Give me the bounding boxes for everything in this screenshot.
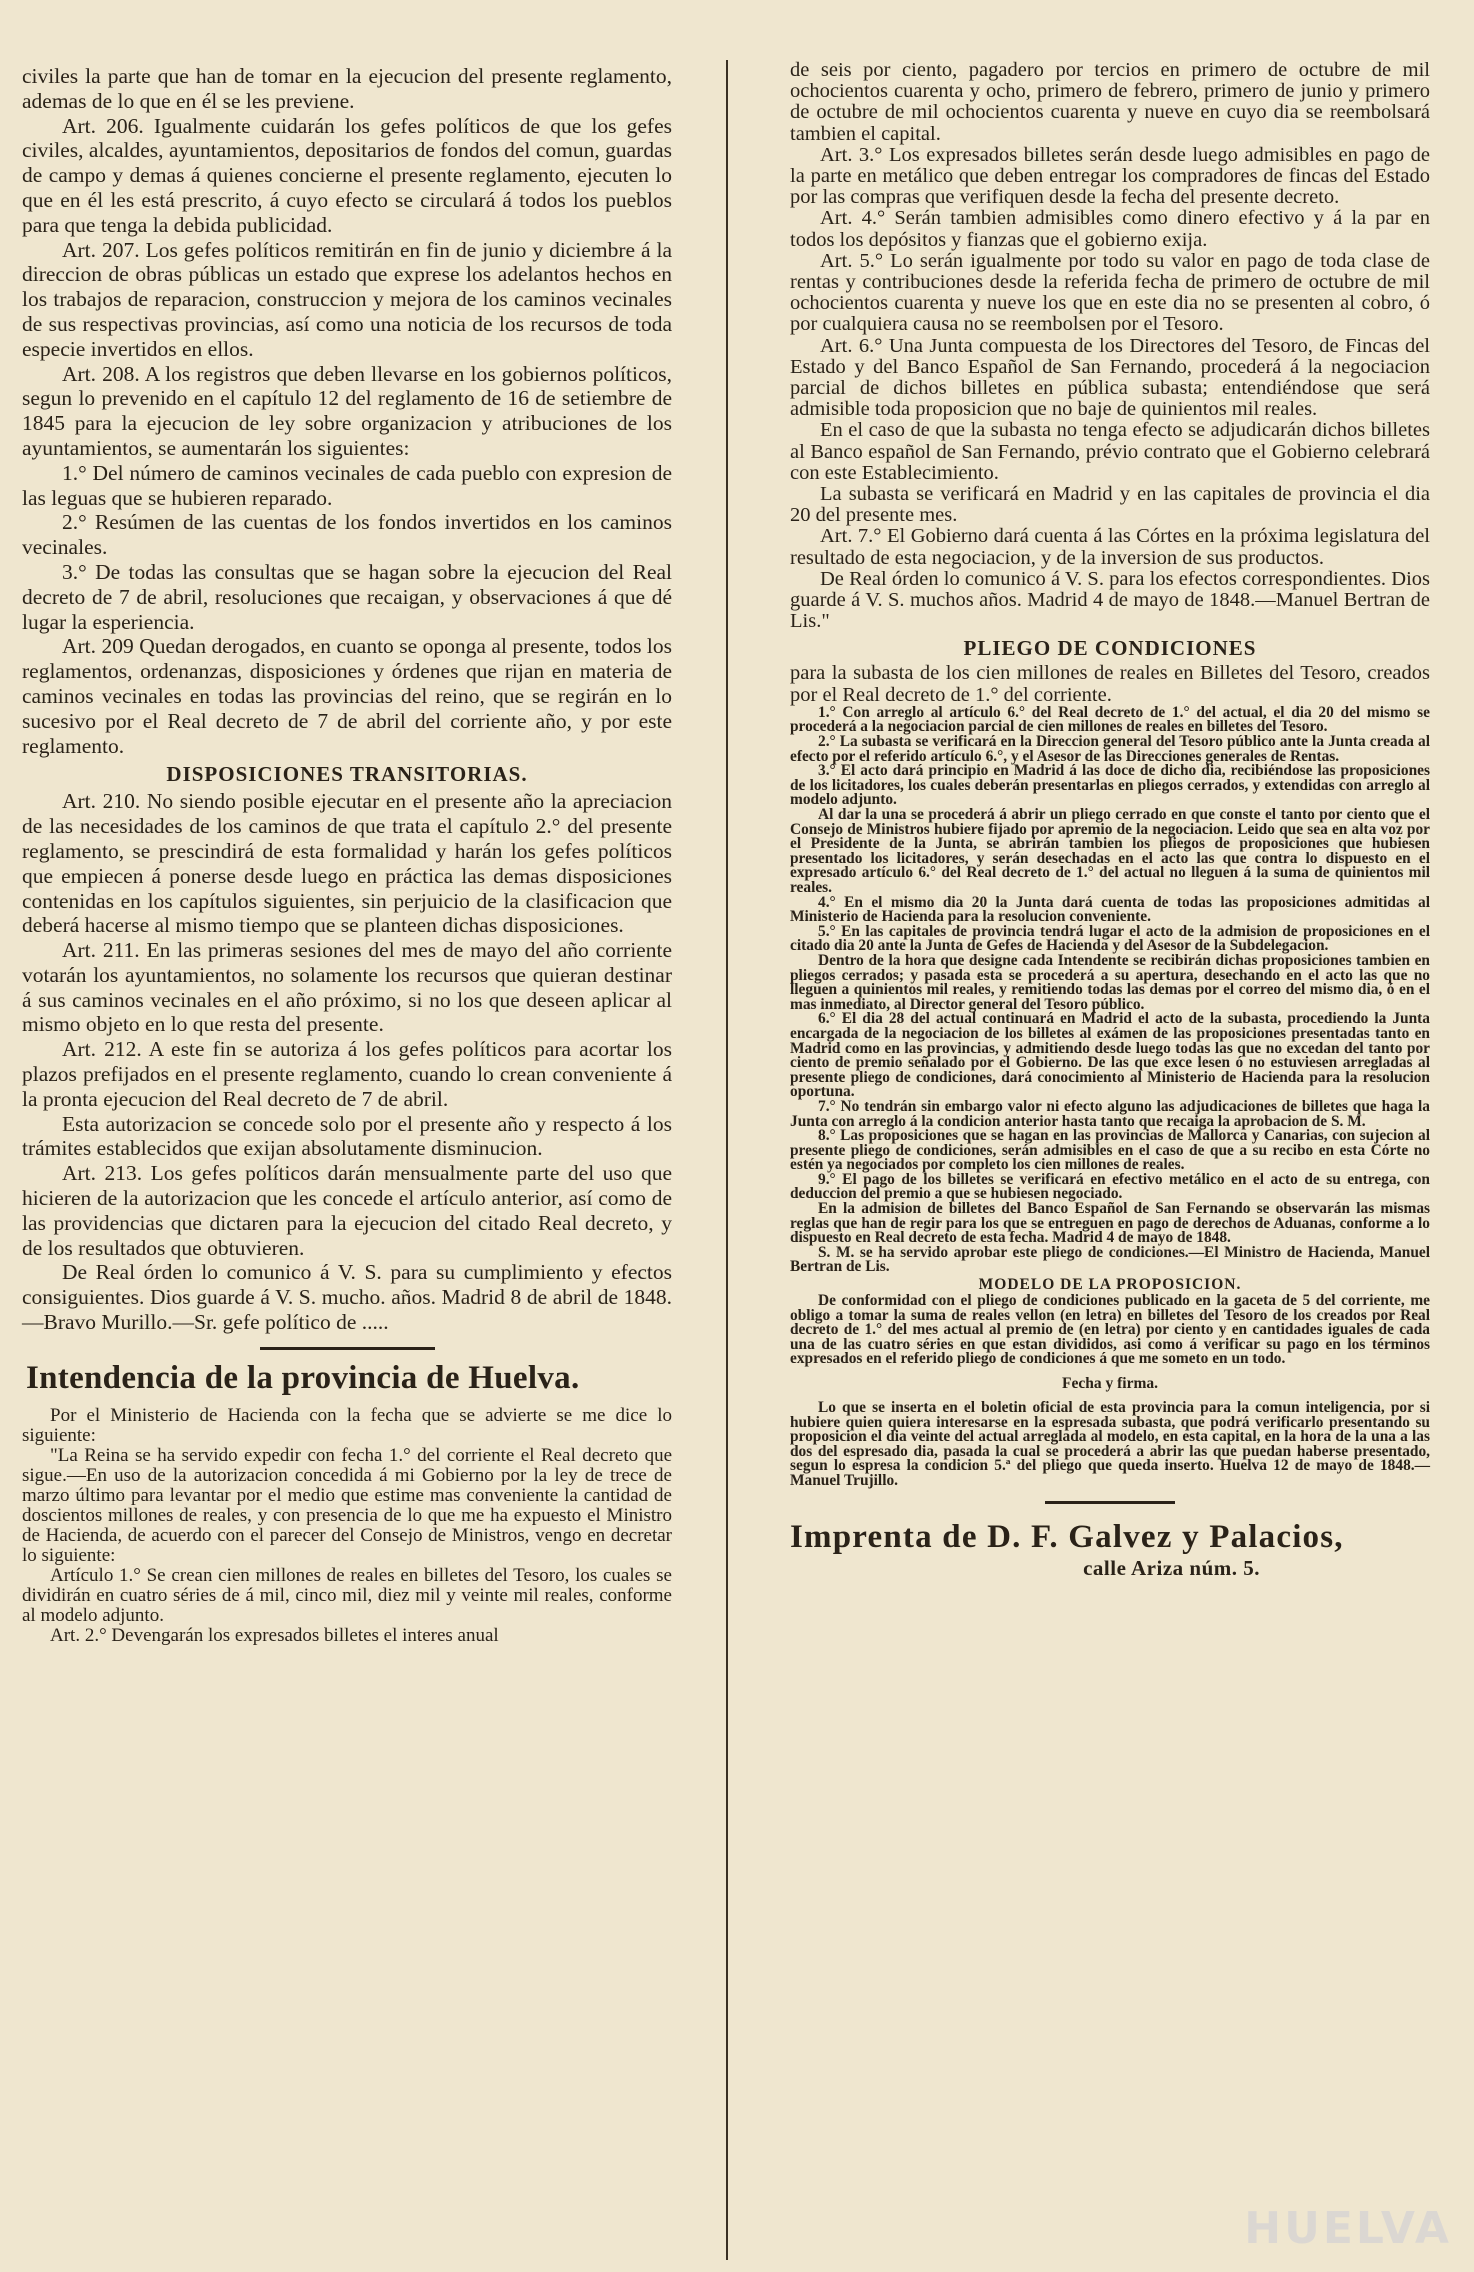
article-208-item-1: 1.° Del número de caminos vecinales de cada pueblo con expresion de las leguas que se hubieren reparado. (22, 460, 672, 510)
article-208-item-2: 2.° Resúmen de las cuentas de los fondos invertidos en los caminos vecinales. (22, 510, 672, 560)
condition-4: 4.° En el mismo dia 20 la Junta dará cuenta de todas las proposiciones admitidas al Ministerio de Hacienda para la resolucion conveniente. (790, 893, 1430, 926)
condition-3: 3.° El acto dará principio en Madrid á las doce de dicho dia, recibiéndose las proposiciones de los licitadores, los cuales deberán presentarlas en pliegos cerrados, y extendidas con arreglo al modelo adjunto. (790, 762, 1430, 809)
section-rule (260, 1347, 435, 1350)
condition-1: 1.° Con arreglo al artículo 6.° del Real decreto de 1.° del actual, el dia 20 del mismo se procederá a la negociacion parcial de cien millones de reales en billetes del Tesoro. (790, 703, 1430, 736)
article-209: Art. 209 Quedan derogados, en cuanto se oponga al presente, todos los reglamentos, ordenanzas, disposiciones y órdenes que rijan en materia de caminos vecinales en todas las provincias del reino, que se regirán en lo sucesivo por el Real decreto de 7 de abril del corriente año, y por este reglamento. (22, 634, 672, 758)
article-2-continued: de seis por ciento, pagadero por tercios en primero de octubre de mil ochocientos cuarenta y ocho, primero de febrero, primero de junio y primero de octubre de mil ochocientos cuarenta y nueve en cuyo dia se reembolsará tambien el capital. (790, 59, 1430, 145)
approval-paragraph: S. M. se ha servido aprobar este pliego de condiciones.—El Ministro de Hacienda, Manuel Bertran de Lis. (790, 1243, 1430, 1276)
right-column (790, 60, 1430, 1581)
article-213: Art. 213. Los gefes políticos darán mensualmente parte del uso que hicieren de la autorizacion que les concede el artículo anterior, así como de las providencias que dictaren para la ejecucion del citado Real decreto, y de los resultados que obtuvieren. (22, 1161, 672, 1260)
article-3: Art. 3.° Los expresados billetes serán desde luego admisibles en pago de la parte en metálico que deben entregar los compradores de fincas del Estado por las compras que verifiquen desde la fecha del presente decreto. (790, 143, 1430, 209)
footer-rule (1045, 1501, 1175, 1504)
article-208: Art. 208. A los registros que deben llevarse en los gobiernos políticos, segun lo prevenido en el capítulo 12 del reglamento de 16 de setiembre de 1845 para la ejecucion de ley sobre organizacion y atribuciones de los ayuntamientos, se aumentarán los siguientes: (22, 361, 672, 460)
pliego-heading: PLIEGO DE CONDICIONES (963, 636, 1257, 661)
conditions-block (790, 703, 1430, 1489)
fecha-firma: Fecha y firma. (1062, 1375, 1158, 1393)
article-212: Art. 212. A este fin se autoriza á los gefes políticos para acortar los plazos prefijados en el presente reglamento, cuando lo crean conveniente á la pronta ejecucion del Real decreto de 7 de abril. (22, 1037, 672, 1111)
modelo-paragraph: De conformidad con el pliego de condiciones publicado en la gaceta de 5 del corriente, me obligo a tomar la suma de reales vellon (en letra) en billetes del Tesoro de los creados por Real decreto de 1.° del mes actual al premio de (en letra) por ciento y en cantidades iguales de cada una de las cuatro séries en que estan divididos, asi como á verificar su pago en los términos expresados en el referido pliego de condiciones á que me someto en un todo. (790, 1292, 1430, 1368)
intendencia-heading: Intendencia de la provincia de Huelva. (26, 1359, 580, 1396)
condition-9: 9.° El pago de los billetes se verificará en efectivo metálico en el acto de su entrega, con deduccion del premio a que se hubiesen negociado. (790, 1170, 1430, 1203)
column-divider (726, 60, 728, 2260)
left-column (22, 64, 672, 1646)
condition-5-cont: Dentro de la hora que designe cada Intendente se recibirán dichas proposiciones tambien en pliegos cerrados; y pasada esta se procederá a su apertura, desechando en el acto las que no lleguen a quinientos mil reales, y remitiendo todas las demas por el correo del mismo dia, ó en el mas inmediato, al Director general del Tesoro público. (790, 951, 1430, 1013)
reina-decree: "La Reina se ha servido expedir con fecha 1.° del corriente el Real decreto que sigue.—En uso de la autorizacion concedida á mi Gobierno por la ley de trece de marzo último para levantar por el medio que estime mas conveniente la cantidad de doscientos millones de reales, y con presencia de lo que me ha expuesto el Ministro de Hacienda, de acuerdo con el parecer del Consejo de Ministros, vengo en decretar lo siguiente: (22, 1444, 672, 1566)
articulo-1: Artículo 1.° Se crean cien millones de reales en billetes del Tesoro, los cuales se dividirán en cuatro séries de á mil, cinco mil, diez mil y veinte mil reales, conforme al modelo adjunto. (22, 1564, 672, 1626)
pliego-intro: para la subasta de los cien millones de reales en Billetes del Tesoro, creados por el Real decreto de 1.° del corriente. (790, 662, 1430, 706)
autorizacion-paragraph: Esta autorizacion se concede solo por el presente año y respecto á los trámites establecidos que exijan absolutamente disminucion. (22, 1111, 672, 1161)
condition-3-cont: Al dar la una se procederá á abrir un pliego cerrado en que conste el tanto por ciento que el Consejo de Ministros hubiere fijado por apremio de la negociacion. Leido que sea en alta voz por el Presidente de la Junta, se abrirán tambien los pliegos de proposiciones que hubiesen presentado los licitadores, y serán desechadas en el acto las que contra lo dispuesto en el expresado artículo 6.° del Real decreto de 1.° del actual no lleguen á la suma de quinientos mil reales. (790, 806, 1430, 897)
condition-2: 2.° La subasta se verificará en la Direccion general del Tesoro público ante la Junta creada al efecto por el referido artículo 6.°, y el Asesor de las Direcciones generales de Rentas. (790, 733, 1430, 765)
banco-paragraph: En la admision de billetes del Banco Español de San Fernando se observarán las mismas reglas que han de regir para los que se entreguen en pago de derechos de Aduanas, conforme a lo dispuesto en Real decreto de esta fecha. Madrid 4 de mayo de 1848. (790, 1200, 1430, 1247)
article-6: Art. 6.° Una Junta compuesta de los Directores del Tesoro, de Fincas del Estado y del Banco Español de San Fernando, procederá á la negociacion parcial de dichos billetes en pública subasta; entendiéndose que será admisible toda proposicion que no baje de quinientos mil reales. (790, 334, 1430, 421)
closing-signature: De Real órden lo comunico á V. S. para su cumplimiento y efectos consiguientes. Dios guarde á V. S. mucho. años. Madrid 8 de abril de 1848.—Bravo Murillo.—Sr. gefe político de ..... (22, 1260, 672, 1335)
decree-closing: De Real órden lo comunico á V. S. para los efectos correspondientes. Dios guarde á V. S. muchos años. Madrid 4 de mayo de 1848.—Manuel Bertran de Lis." (790, 567, 1430, 633)
imprenta-line: Imprenta de D. F. Galvez y Palacios, (790, 1518, 1344, 1555)
article-2-start: Art. 2.° Devengarán los expresados billetes el interes anual (50, 1624, 499, 1646)
inserta-paragraph: Lo que se inserta en el boletin oficial de esta provincia para la comun inteligencia, por si hubiere quien quiera interesarse en la espresada subasta, que podrá verificarlo presentando su proposicion el dia veinte del actual arreglada al modelo, en esta capital, en la hora de la una a las dos del espresado dia, pasada la cual se procederá a abrir las que puedan haberse presentado, segun lo espresa la condicion 5.ª del pliego que queda inserto. Huelva 12 de mayo de 1848.—Manuel Trujillo. (790, 1399, 1430, 1489)
condition-8: 8.° Las proposiciones que se hagan en las provincias de Mallorca y Canarias, con sujecion al presente pliego de condiciones, serán admisibles en el caso de que a su recibo en esta Córte no estén ya negociados por completo los cien millones de reales. (790, 1127, 1430, 1174)
heading-disposiciones-transitorias: DISPOSICIONES TRANSITORIAS. (166, 762, 528, 787)
article-7: Art. 7.° El Gobierno dará cuenta á las Córtes en la próxima legislatura del resultado de esta negociacion, y de la inversion de sus productos. (790, 525, 1430, 569)
modelo-heading: MODELO DE LA PROPOSICION. (978, 1276, 1242, 1294)
condition-6: 6.° El dia 28 del actual continuará en Madrid el acto de la subasta, procediendo la Junta encargada de la negociacion de los billetes al exámen de las proposiciones presentadas tanto en Madrid como en las provincias, y admitiendo desde luego todas las que no excedan del tanto por ciento de premio señalado por el Gobierno. De las que exce lesen ó no estuviesen arregladas al presente pliego de condiciones, dará conocimiento al Ministerio de Hacienda para la resolucion oportuna. (790, 1010, 1430, 1101)
article-210: Art. 210. No siendo posible ejecutar en el presente año la apreciacion de las necesidades de los caminos de que trata el capítulo 2.° del presente reglamento, se prescindirá de esta formalidad y harán los gefes políticos que empiecen á ponerse desde luego en práctica las demas disposiciones contenidas en los capítulos siguientes, sin perjuicio de la clasificacion que deberá hacerse al mismo tiempo que se planteen dichas disposiciones. (22, 789, 672, 938)
caso-paragraph: En el caso de que la subasta no tenga efecto se adjudicarán dichos billetes al Banco español de San Fernando, prévio contrato que el Gobierno celebrará con este Establecimiento. (790, 419, 1430, 484)
subasta-paragraph: La subasta se verificará en Madrid y en las capitales de provincia el dia 20 del presente mes. (790, 483, 1430, 527)
intro-paragraph: civiles la parte que han de tomar en la ejecucion del presente reglamento, ademas de lo que en él se les previene. (22, 64, 672, 113)
imprenta-address: calle Ariza núm. 5. (1083, 1555, 1260, 1580)
intendencia-intro: Por el Ministerio de Hacienda con la fecha que se advierte se me dice lo siguiente: (22, 1404, 672, 1446)
article-4: Art. 4.° Serán tambien admisibles como dinero efectivo y á la par en todos los depósitos y fianzas que el gobierno exija. (790, 207, 1430, 251)
condition-5: 5.° En las capitales de provincia tendrá lugar el acto de la admision de proposiciones en el citado dia 20 ante la Junta de Gefes de Hacienda y del Asesor de la Subdelegacion. (790, 922, 1430, 955)
article-207: Art. 207. Los gefes políticos remitirán en fin de junio y diciembre á la direccion de obras públicas un estado que exprese los adelantos hechos en los trabajos de reparacion, construccion y mejora de los caminos vecinales de sus respectivas provincias, así como una noticia de los recursos de toda especie invertidos en ellos. (22, 237, 672, 361)
condition-7: 7.° No tendrán sin embargo valor ni efecto alguno las adjudicaciones de billetes que haga la Junta con arreglo á la condicion anterior hasta tanto que recaiga la aprobacion de S. M. (790, 1097, 1430, 1130)
watermark-logo: HUELVA (1244, 2203, 1452, 2254)
article-5: Art. 5.° Lo serán igualmente por todo su valor en pago de toda clase de rentas y contribuciones desde la referida fecha de primero de octubre de mil ochocientos cuarenta y nueve los que en este dia no se presenten al cobro, ó por cualquiera causa no se reembolsen por el Tesoro. (790, 249, 1430, 336)
article-211: Art. 211. En las primeras sesiones del mes de mayo del año corriente votarán los ayuntamientos, no solamente los recursos que quieran destinar á sus caminos vecinales en el año próximo, si no los que deseen aplicar al mismo objeto en lo que resta del presente. (22, 938, 672, 1037)
article-208-item-3: 3.° De todas las consultas que se hagan sobre la ejecucion del Real decreto de 7 de abril, resoluciones que recaigan, y observaciones á que dé lugar la esperiencia. (22, 559, 672, 634)
article-206: Art. 206. Igualmente cuidarán los gefes políticos de que los gefes civiles, alcaldes, ayuntamientos, depositarios de fondos del comun, guardas de campo y demas á quienes concierne el presente reglamento, ejecuten lo que en él les está prescrito, á cuyo efecto se circulará á todos los pueblos para que tenga la debida publicidad. (22, 113, 672, 237)
